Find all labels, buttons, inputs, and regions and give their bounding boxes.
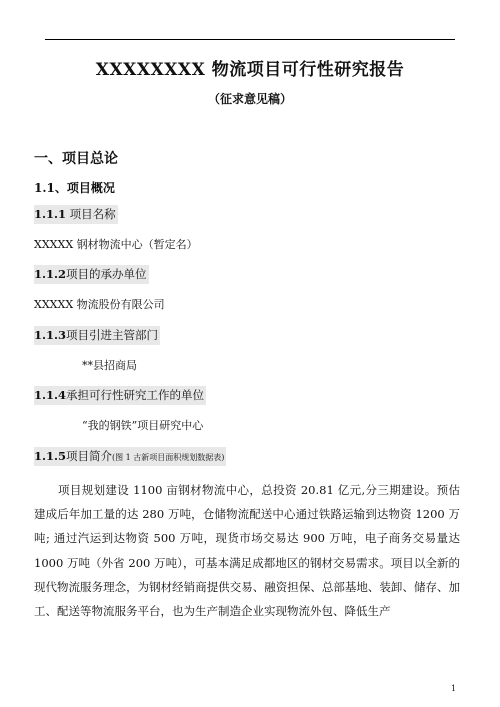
- item-heading-1-1-3: [34, 326, 160, 345]
- item-content-project-name: XXXXX 钢材物流中心（暂定名）: [34, 238, 198, 251]
- project-intro-paragraph: 项目规划建设 1100 亩钢材物流中心，总投资 20.81 亿元,分三期建设。预估建成后年加工量的达 280 万吨，仓储物流配送中心通过铁路运输到达物资 1200 万吨; 通过汽运到达物资 500 万吨，现货市场交易达 900 万吨，电子商务交易量达 1000 万吨（外省 200 万吨），可基本满足成都地区的钢材交易需求。项目以全新的现代物流服务理念，为钢材经销商提供交易、融资担保、总部基地、装卸、储存、加工、配送等物流服务平台，也为生产制造企业实现物流外包、降低生产: [34, 483, 460, 619]
- section-heading-1: 一、项目总论: [34, 151, 118, 167]
- item-label: 项目的承办单位: [66, 267, 147, 281]
- item-number: 1.1.2: [34, 267, 67, 281]
- item-content-department: **县招商局: [82, 359, 137, 372]
- section-heading-1-1: 1.1、项目概况: [34, 181, 115, 195]
- item-number: 1.1.1: [34, 207, 67, 221]
- document-title: XXXXXXXX 物流项目可行性研究报告: [95, 60, 405, 80]
- item-label: 项目名称: [66, 207, 116, 221]
- item-number: 1.1.4: [34, 388, 67, 402]
- item-content-organizer: XXXXX 物流股份有限公司: [34, 298, 165, 311]
- item-label: 项目简介: [66, 449, 113, 463]
- document-subtitle: （征求意见稿）: [207, 92, 292, 106]
- item-heading-1-1-2: [34, 265, 149, 284]
- item-number: 1.1.3: [34, 328, 67, 342]
- item-heading-1-1-4: [34, 386, 206, 405]
- item-heading-1-1-5: [34, 447, 226, 466]
- item-number: 1.1.5: [34, 449, 67, 463]
- item-label: 承担可行性研究工作的单位: [66, 388, 205, 402]
- figure-note: (图 1 古新项目面积规划数据表): [112, 453, 225, 462]
- item-content-research-unit: “我的钢铁”项目研究中心: [82, 419, 204, 432]
- item-label: 项目引进主管部门: [66, 328, 159, 342]
- header-rule: [45, 39, 455, 40]
- page-number: 1: [451, 684, 457, 693]
- item-heading-1-1-1: [34, 205, 118, 224]
